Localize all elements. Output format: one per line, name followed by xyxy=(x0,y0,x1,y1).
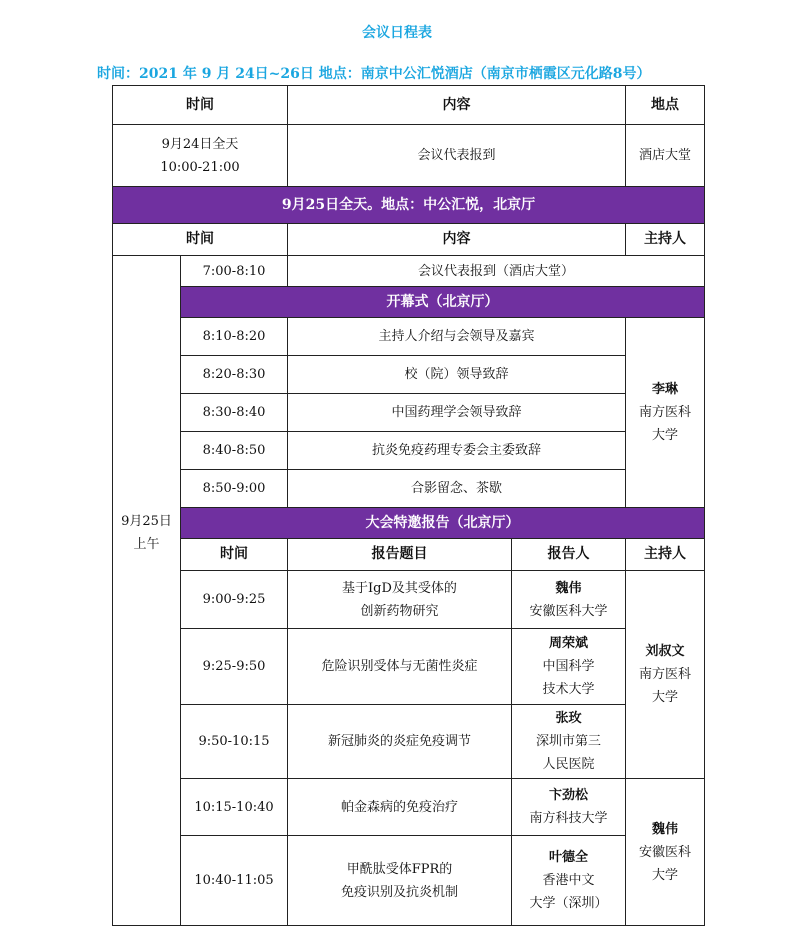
content-cell: 校（院）领导致辞 xyxy=(288,356,626,394)
opening-host: 李琳 南方医科 大学 xyxy=(626,318,705,508)
keynote-host-2: 魏伟 安徽医科 大学 xyxy=(626,779,705,926)
content-cell: 合影留念、茶歇 xyxy=(288,470,626,508)
table-row xyxy=(113,779,705,836)
table1-header-row xyxy=(113,86,705,125)
time-cell: 9:50-10:15 xyxy=(181,705,288,779)
table-row xyxy=(113,356,705,394)
date-cell: 9月25日 上午 xyxy=(113,256,181,926)
header-speaker: 报告人 xyxy=(512,539,626,571)
registration-content: 会议代表报到 xyxy=(288,125,626,187)
topic-cell: 危险识别受体与无菌性炎症 xyxy=(288,629,512,705)
header-host: 主持人 xyxy=(626,224,705,256)
content-cell: 会议代表报到（酒店大堂） xyxy=(288,256,705,287)
speaker-cell: 周荣斌 中国科学 技术大学 xyxy=(512,629,626,705)
header-content: 内容 xyxy=(288,86,626,125)
content-cell: 中国药理学会领导致辞 xyxy=(288,394,626,432)
table-row xyxy=(113,470,705,508)
table-row xyxy=(113,836,705,926)
time-cell: 8:10-8:20 xyxy=(181,318,288,356)
keynote-host-1: 刘叔文 南方医科 大学 xyxy=(626,571,705,779)
table-row xyxy=(113,125,705,187)
header-location: 地点 xyxy=(626,86,705,125)
table-row xyxy=(113,256,705,287)
table-row xyxy=(113,705,705,779)
time-cell: 10:15-10:40 xyxy=(181,779,288,836)
topic-cell: 帕金森病的免疫治疗 xyxy=(288,779,512,836)
table-row xyxy=(113,318,705,356)
time-cell: 10:40-11:05 xyxy=(181,836,288,926)
page-title: 会议日程表 xyxy=(362,25,432,41)
schedule-table xyxy=(112,85,705,926)
header-time: 时间 xyxy=(181,539,288,571)
opening-banner: 开幕式（北京厅） xyxy=(181,287,705,318)
content-cell: 主持人介绍与会领导及嘉宾 xyxy=(288,318,626,356)
time-cell: 8:40-8:50 xyxy=(181,432,288,470)
content-cell: 抗炎免疫药理专委会主委致辞 xyxy=(288,432,626,470)
topic-cell: 新冠肺炎的炎症免疫调节 xyxy=(288,705,512,779)
table-row xyxy=(113,629,705,705)
time-cell: 9:00-9:25 xyxy=(181,571,288,629)
header-content: 内容 xyxy=(288,224,626,256)
keynote-header-row xyxy=(113,539,705,571)
header-topic: 报告题目 xyxy=(288,539,512,571)
header-time: 时间 xyxy=(113,86,288,125)
table-row xyxy=(113,571,705,629)
table2-header-row xyxy=(113,224,705,256)
registration-time: 9月24日全天 10:00-21:00 xyxy=(113,125,288,187)
topic-cell: 基于IgD及其受体的 创新药物研究 xyxy=(288,571,512,629)
speaker-cell: 魏伟 安徽医科大学 xyxy=(512,571,626,629)
header-host: 主持人 xyxy=(626,539,705,571)
registration-location: 酒店大堂 xyxy=(626,125,705,187)
time-cell: 7:00-8:10 xyxy=(181,256,288,287)
day2-banner: 9月25日全天。地点：中公汇悦，北京厅 xyxy=(113,187,705,224)
time-cell: 8:20-8:30 xyxy=(181,356,288,394)
speaker-cell: 卞劲松 南方科技大学 xyxy=(512,779,626,836)
speaker-cell: 叶德全 香港中文 大学（深圳） xyxy=(512,836,626,926)
speaker-cell: 张玫 深圳市第三 人民医院 xyxy=(512,705,626,779)
time-cell: 8:50-9:00 xyxy=(181,470,288,508)
header-time: 时间 xyxy=(113,224,288,256)
time-cell: 9:25-9:50 xyxy=(181,629,288,705)
time-cell: 8:30-8:40 xyxy=(181,394,288,432)
keynote-banner: 大会特邀报告（北京厅） xyxy=(181,508,705,539)
table-row xyxy=(113,394,705,432)
schedule-subtitle: 时间：2021 年 9 月 24日~26日 地点：南京中公汇悦酒店（南京市栖霞区元化路8号） xyxy=(97,66,651,82)
table-row xyxy=(113,432,705,470)
topic-cell: 甲酰肽受体FPR的 免疫识别及抗炎机制 xyxy=(288,836,512,926)
